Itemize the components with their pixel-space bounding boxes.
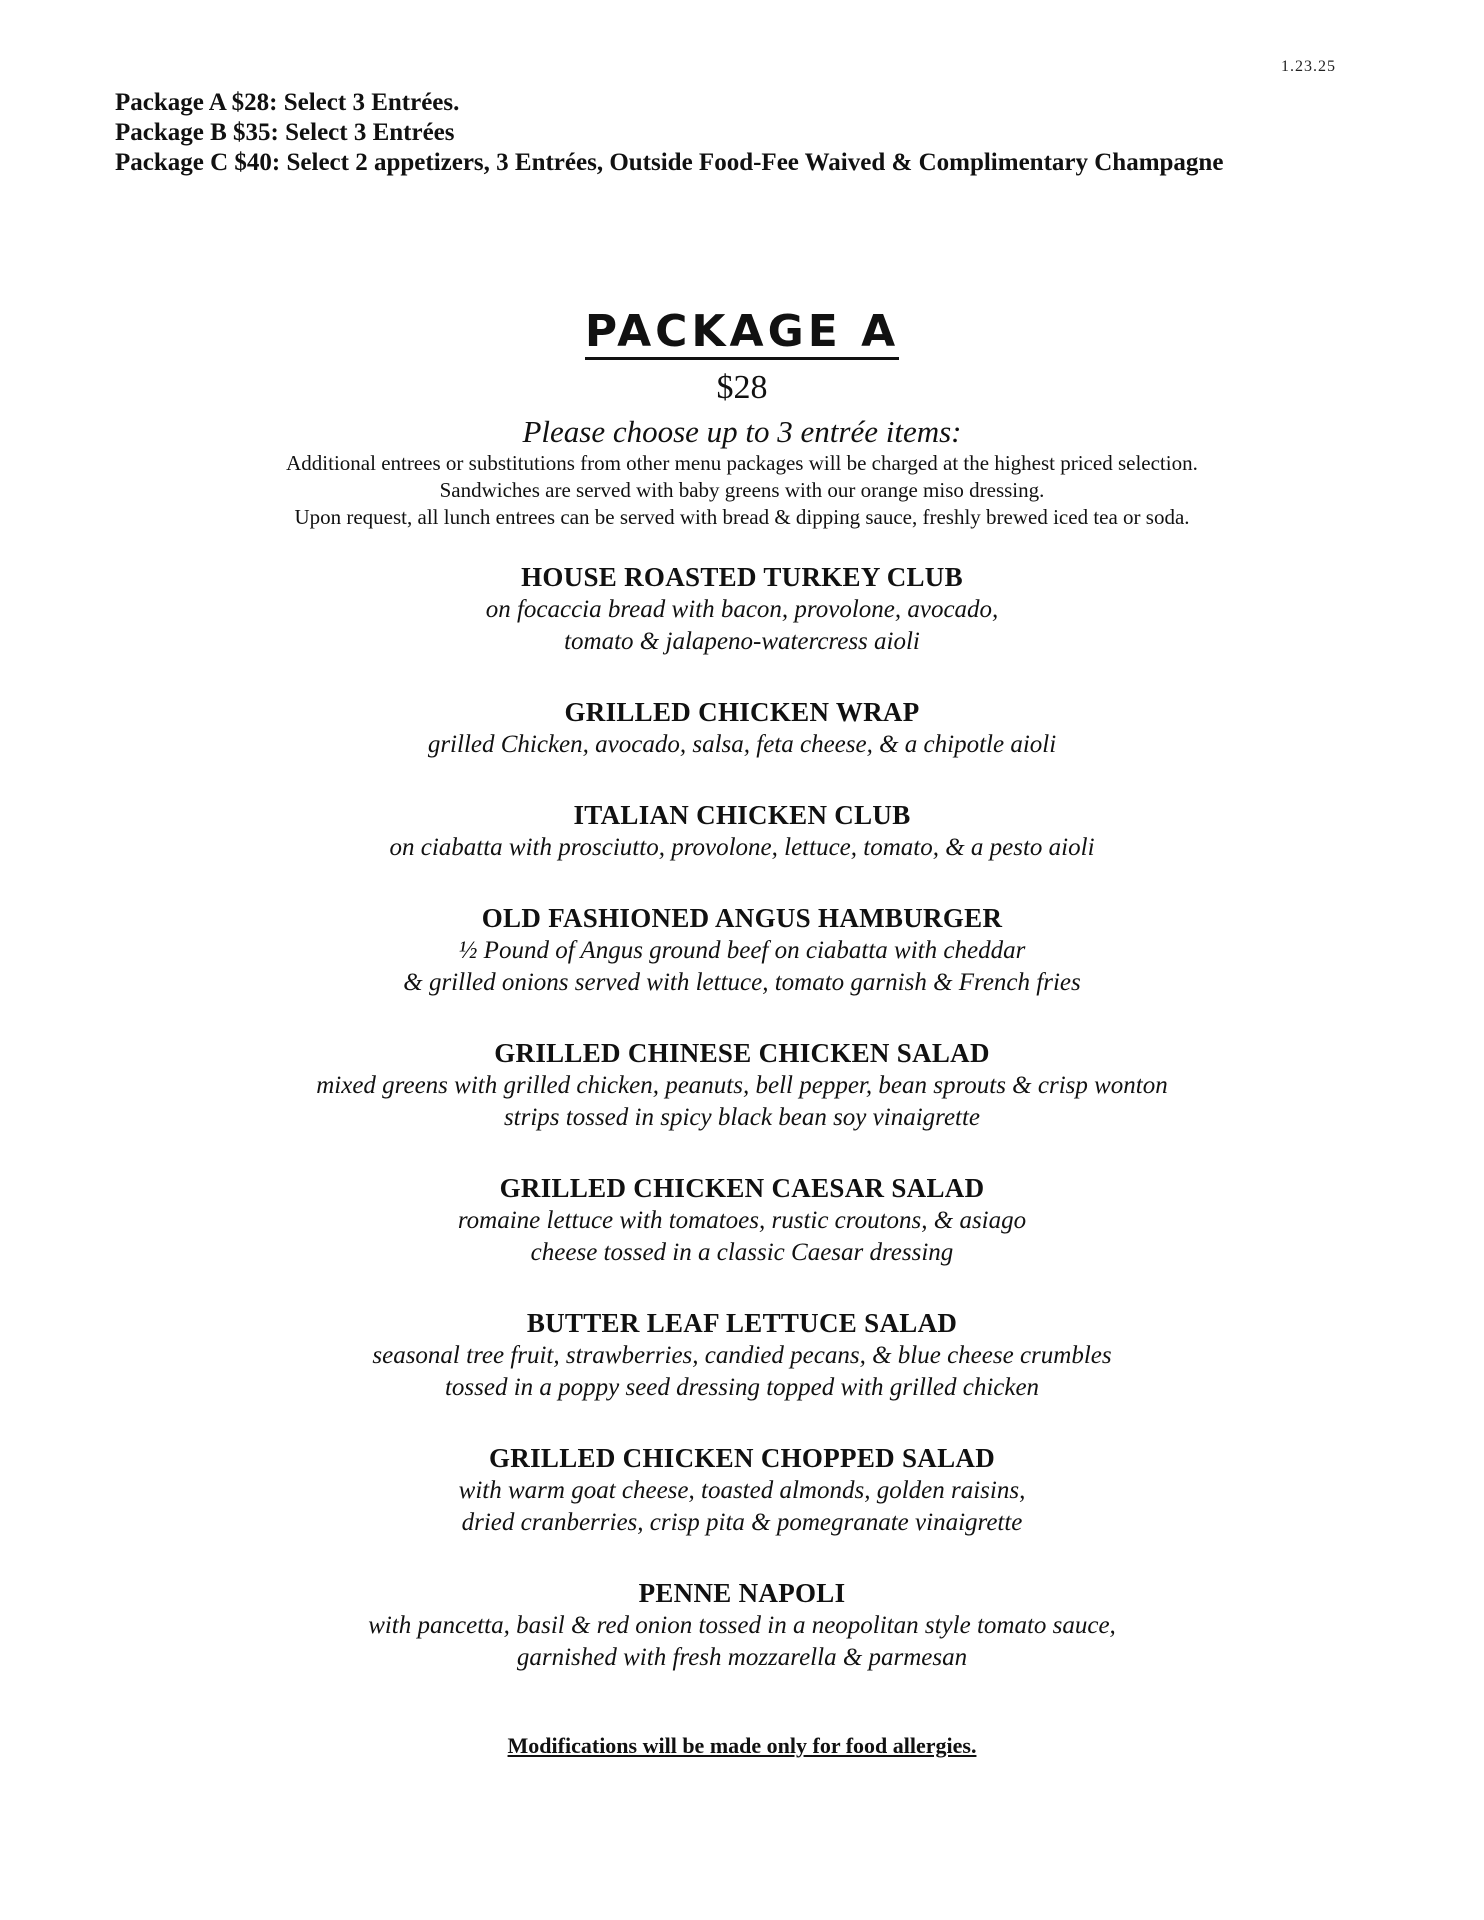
package-title <box>0 304 1484 360</box>
menu-item-name: PENNE NAPOLI <box>638 1578 846 1608</box>
allergy-footer <box>0 1732 1484 1760</box>
note-lunch-entrees: Upon request, all lunch entrees can be served with bread & dipping sauce, freshly brewed iced tea or soda. <box>294 505 1190 529</box>
note-sandwiches: Sandwiches are served with baby greens with our orange miso dressing. <box>439 478 1045 502</box>
menu-item-description: with warm goat cheese, toasted almonds, golden raisins, dried cranberries, crisp pita & pomegranate vinaigrette <box>458 1477 1026 1536</box>
menu-item-name: GRILLED CHICKEN WRAP <box>564 697 920 727</box>
menu-item-description: seasonal tree fruit, strawberries, candied pecans, & blue cheese crumbles tossed in a poppy seed dressing topped with grilled chicken <box>372 1342 1112 1401</box>
choose-instructions: Please choose up to 3 entrée items: <box>522 414 962 449</box>
menu-item-description: romaine lettuce with tomatoes, rustic croutons, & asiago cheese tossed in a classic Caesar dressing <box>457 1207 1027 1266</box>
document-date: 1.23.25 <box>1281 58 1336 75</box>
menu-item-angus-hamburger <box>0 901 1484 999</box>
menu-item-description: on ciabatta with prosciutto, provolone, lettuce, tomato, & a pesto aioli <box>389 834 1095 861</box>
menu-item-italian-chicken-club <box>0 798 1484 864</box>
package-price: $28 <box>716 369 768 406</box>
menu-item-description: on focaccia bread with bacon, provolone, avocado, tomato & jalapeno-watercress aioli <box>485 596 999 655</box>
package-title-text: PACKAGE A <box>585 306 899 360</box>
menu-item-butter-leaf-salad <box>0 1306 1484 1404</box>
package-summary-c: Package C $40: Select 2 appetizers, 3 Entrées, Outside Food-Fee Waived & Complimentary Champagne <box>115 149 1224 176</box>
menu-item-name: BUTTER LEAF LETTUCE SALAD <box>526 1308 958 1338</box>
menu-item-description: grilled Chicken, avocado, salsa, feta cheese, & a chipotle aioli <box>427 731 1057 758</box>
menu-item-chicken-wrap <box>0 695 1484 761</box>
package-summary-b: Package B $35: Select 3 Entrées <box>115 119 455 146</box>
menu-items <box>0 560 1484 1711</box>
menu-item-description: mixed greens with grilled chicken, peanuts, bell pepper, bean sprouts & crisp wonton strips tossed in spicy black bean soy vinaigrette <box>316 1072 1168 1131</box>
menu-item-name: ITALIAN CHICKEN CLUB <box>573 800 911 830</box>
menu-item-name: HOUSE ROASTED TURKEY CLUB <box>521 562 963 592</box>
menu-item-name: OLD FASHIONED ANGUS HAMBURGER <box>481 903 1003 933</box>
note-substitutions: Additional entrees or substitutions from other menu packages will be charged at the highest priced selection. <box>286 451 1198 475</box>
menu-item-name: GRILLED CHINESE CHICKEN SALAD <box>494 1038 990 1068</box>
menu-item-name: GRILLED CHICKEN CAESAR SALAD <box>499 1173 985 1203</box>
package-notes <box>0 450 1484 531</box>
menu-item-description: ½ Pound of Angus ground beef on ciabatta with cheddar & grilled onions served with lettuce, tomato garnish & French fries <box>403 937 1081 996</box>
menu-item-chopped-salad <box>0 1441 1484 1539</box>
packages-summary <box>115 88 1223 178</box>
menu-item-description: with pancetta, basil & red onion tossed in a neopolitan style tomato sauce, garnished with fresh mozzarella & parmesan <box>368 1612 1116 1671</box>
menu-item-name: GRILLED CHICKEN CHOPPED SALAD <box>488 1443 995 1473</box>
allergy-footer-text: Modifications will be made only for food allergies. <box>507 1733 977 1758</box>
menu-item-caesar-salad <box>0 1171 1484 1269</box>
menu-item-chinese-chicken-salad <box>0 1036 1484 1134</box>
package-summary-a: Package A $28: Select 3 Entrées. <box>115 89 460 116</box>
menu-item-turkey-club <box>0 560 1484 658</box>
menu-item-penne-napoli <box>0 1576 1484 1674</box>
